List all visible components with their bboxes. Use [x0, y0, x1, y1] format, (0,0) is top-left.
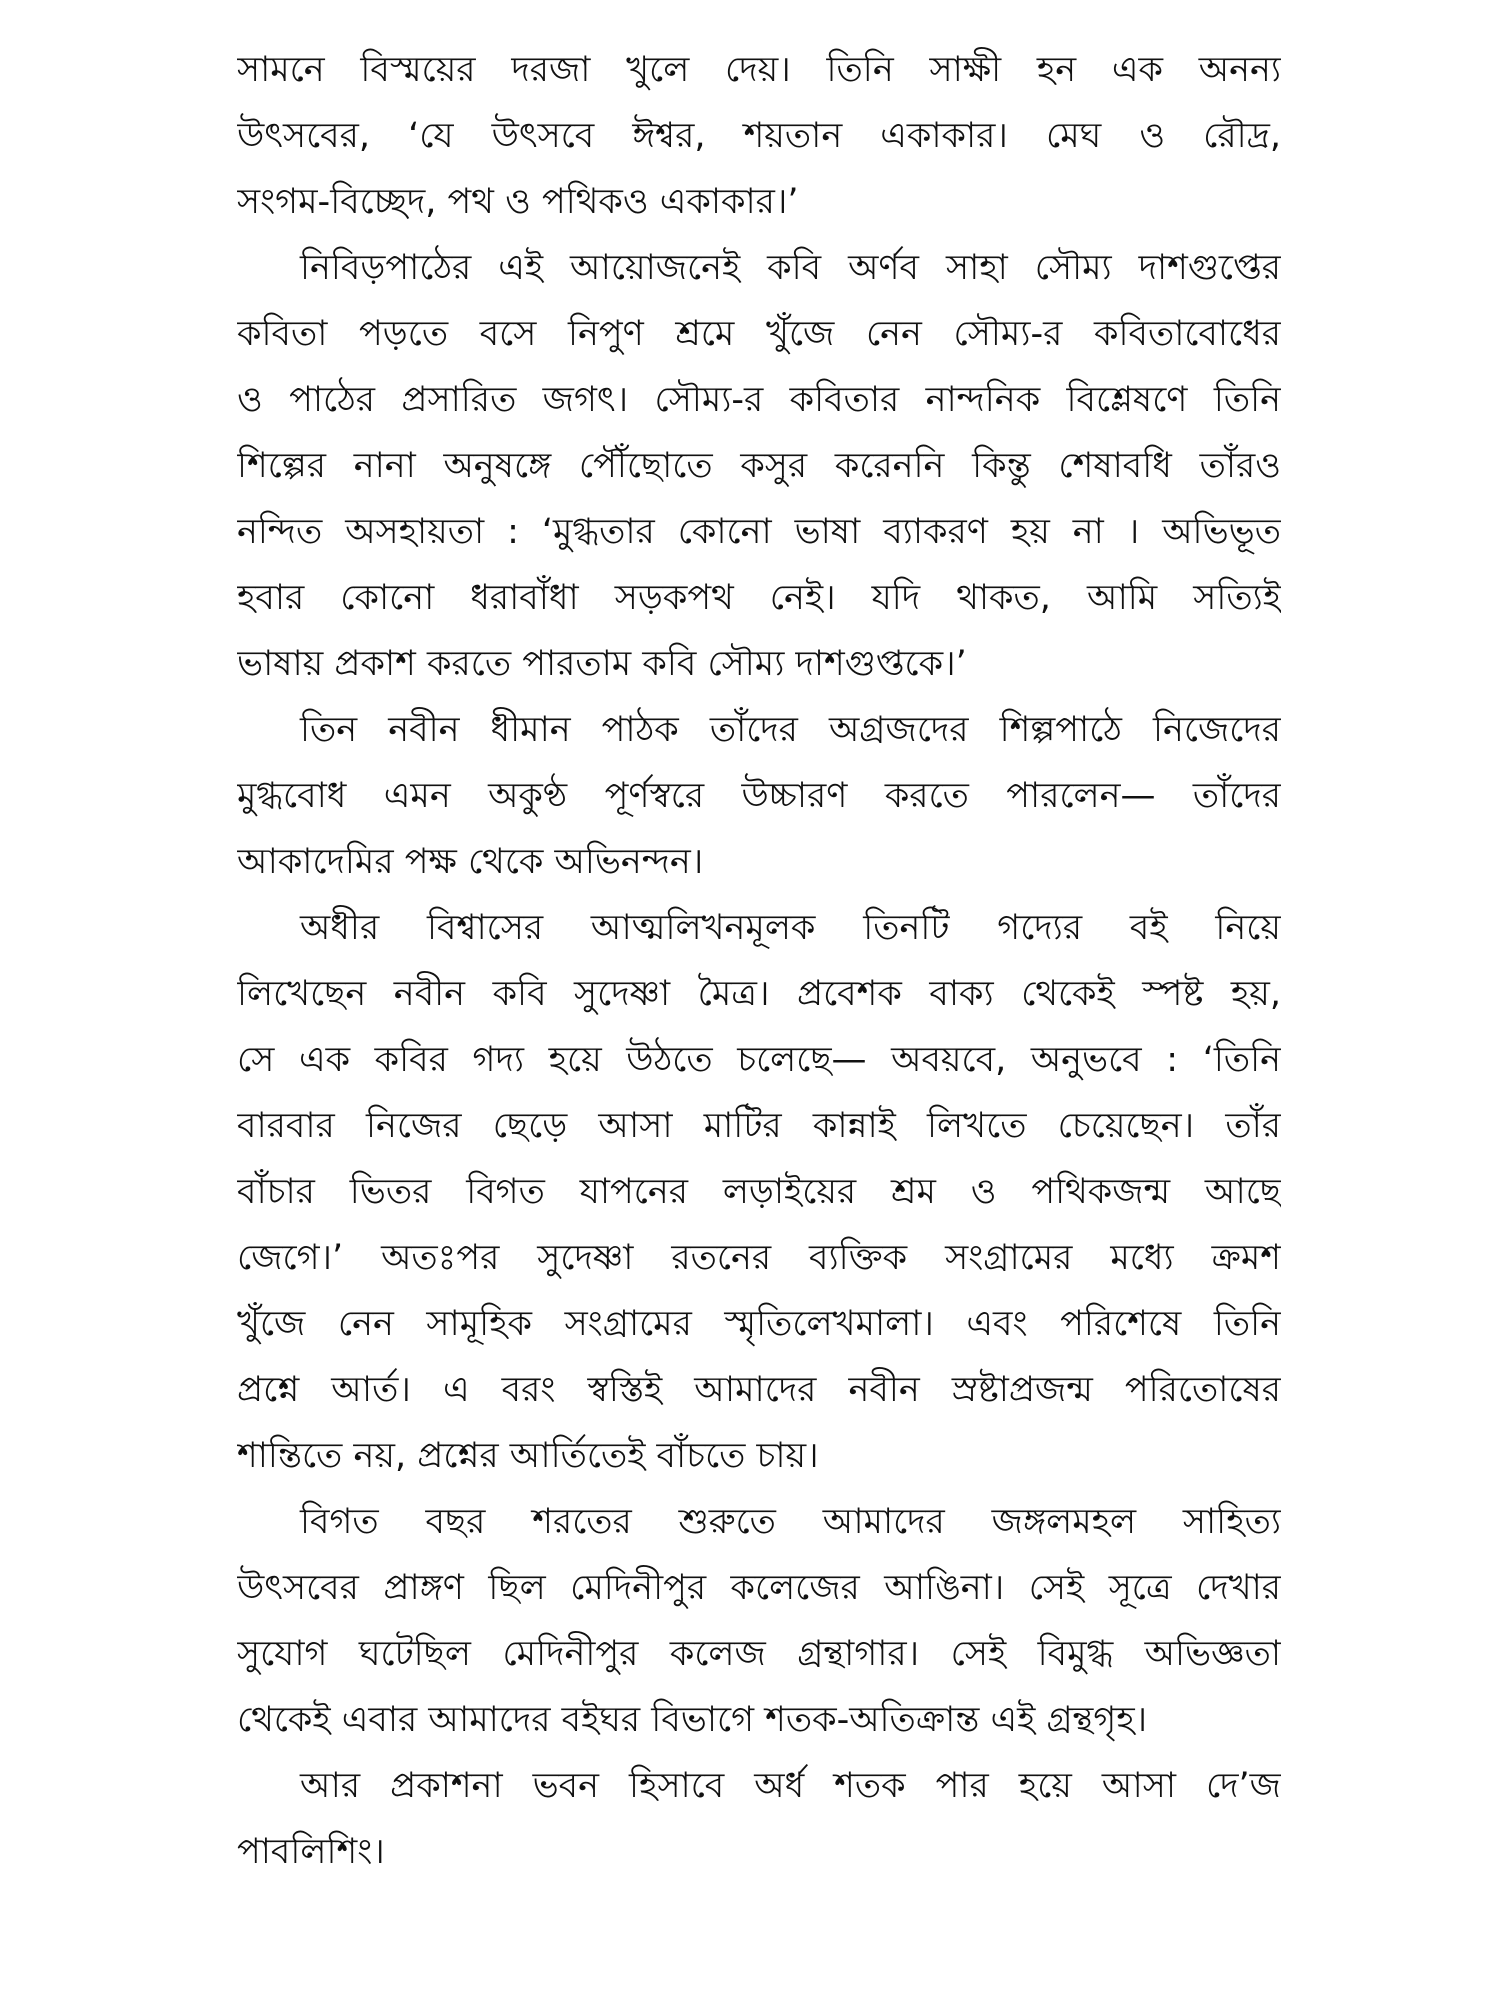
text-line: বারবার নিজের ছেড়ে আসা মাটির কান্নাই লিখতে চেয়েছেন। তাঁর	[237, 1106, 1281, 1146]
paragraph	[237, 697, 1281, 895]
text-line: নন্দিত অসহায়তা : ‘মুগ্ধতার কোনো ভাষা ব্যাকরণ হয় না । অভিভূত	[237, 512, 1281, 552]
text-line: কবিতা পড়তে বসে নিপুণ শ্রমে খুঁজে নেন সৌম্য-র কবিতাবোধের	[237, 314, 1281, 354]
text-line: সে এক কবির গদ্য হয়ে উঠতে চলেছে— অবয়বে, অনুভবে : ‘তিনি	[237, 1040, 1281, 1080]
text-line: হবার কোনো ধরাবাঁধা সড়কপথ নেই। যদি থাকত, আমি সত্যিই	[237, 578, 1281, 618]
text-line: উৎসবের প্রাঙ্গণ ছিল মেদিনীপুর কলেজের আঙিনা। সেই সূত্রে দেখার	[237, 1568, 1281, 1608]
text-line: সামনে বিস্ময়ের দরজা খুলে দেয়। তিনি সাক্ষী হন এক অনন্য	[237, 50, 1281, 90]
text-line: শিল্পের নানা অনুষঙ্গে পৌঁছোতে কসুর করেননি কিন্তু শেষাবধি তাঁরও	[237, 446, 1281, 486]
text-line: খুঁজে নেন সামূহিক সংগ্রামের স্মৃতিলেখমালা। এবং পরিশেষে তিনি	[237, 1304, 1281, 1344]
text-line: অধীর বিশ্বাসের আত্মলিখনমূলক তিনটি গদ্যের বই নিয়ে	[300, 908, 1281, 948]
text-line: ভাষায় প্রকাশ করতে পারতাম কবি সৌম্য দাশগুপ্তকে।’	[237, 644, 967, 684]
text-line: লিখেছেন নবীন কবি সুদেষ্ণা মৈত্র। প্রবেশক বাক্য থেকেই স্পষ্ট হয়,	[237, 974, 1281, 1014]
text-line: বিগত বছর শরতের শুরুতে আমাদের জঙ্গলমহল সাহিত্য	[300, 1502, 1281, 1542]
text-line: সুযোগ ঘটেছিল মেদিনীপুর কলেজ গ্রন্থাগার। সেই বিমুগ্ধ অভিজ্ঞতা	[237, 1634, 1281, 1674]
paragraph	[237, 1753, 1281, 1885]
text-line: ও পাঠের প্রসারিত জগৎ। সৌম্য-র কবিতার নান্দনিক বিশ্লেষণে তিনি	[237, 380, 1281, 420]
text-line: উৎসবের, ‘যে উৎসবে ঈশ্বর, শয়তান একাকার। মেঘ ও রৌদ্র,	[237, 116, 1281, 156]
text-line: মুগ্ধবোধ এমন অকুণ্ঠ পূর্ণস্বরে উচ্চারণ করতে পারলেন— তাঁদের	[237, 776, 1281, 816]
text-line: থেকেই এবার আমাদের বইঘর বিভাগে শতক-অতিক্রান্ত এই গ্রন্থগৃহ।	[237, 1700, 1148, 1740]
text-line: সংগম-বিচ্ছেদ, পথ ও পথিকও একাকার।’	[237, 182, 799, 222]
text-line: শান্তিতে নয়, প্রশ্নের আর্তিতেই বাঁচতে চায়।	[237, 1436, 819, 1476]
text-line: তিন নবীন ধীমান পাঠক তাঁদের অগ্রজদের শিল্পপাঠে নিজেদের	[300, 710, 1281, 750]
paragraph	[237, 1489, 1281, 1753]
text-line: বাঁচার ভিতর বিগত যাপনের লড়াইয়ের শ্রম ও পথিকজন্ম আছে	[237, 1172, 1281, 1212]
text-line: আকাদেমির পক্ষ থেকে অভিনন্দন।	[237, 842, 704, 882]
text-line: জেগে।’ অতঃপর সুদেষ্ণা রতনের ব্যক্তিক সংগ্রামের মধ্যে ক্রমশ	[237, 1238, 1281, 1278]
paragraph	[237, 235, 1281, 697]
text-line: নিবিড়পাঠের এই আয়োজনেই কবি অর্ণব সাহা সৌম্য দাশগুপ্তের	[300, 248, 1281, 288]
document-page	[237, 37, 1281, 1885]
text-line: আর প্রকাশনা ভবন হিসাবে অর্ধ শতক পার হয়ে আসা দে’জ	[300, 1766, 1281, 1806]
text-line: পাবলিশিং।	[237, 1832, 385, 1872]
paragraph	[237, 37, 1281, 235]
paragraph	[237, 895, 1281, 1489]
text-line: প্রশ্নে আর্ত। এ বরং স্বস্তিই আমাদের নবীন স্রষ্টাপ্রজন্ম পরিতোষের	[237, 1370, 1281, 1410]
